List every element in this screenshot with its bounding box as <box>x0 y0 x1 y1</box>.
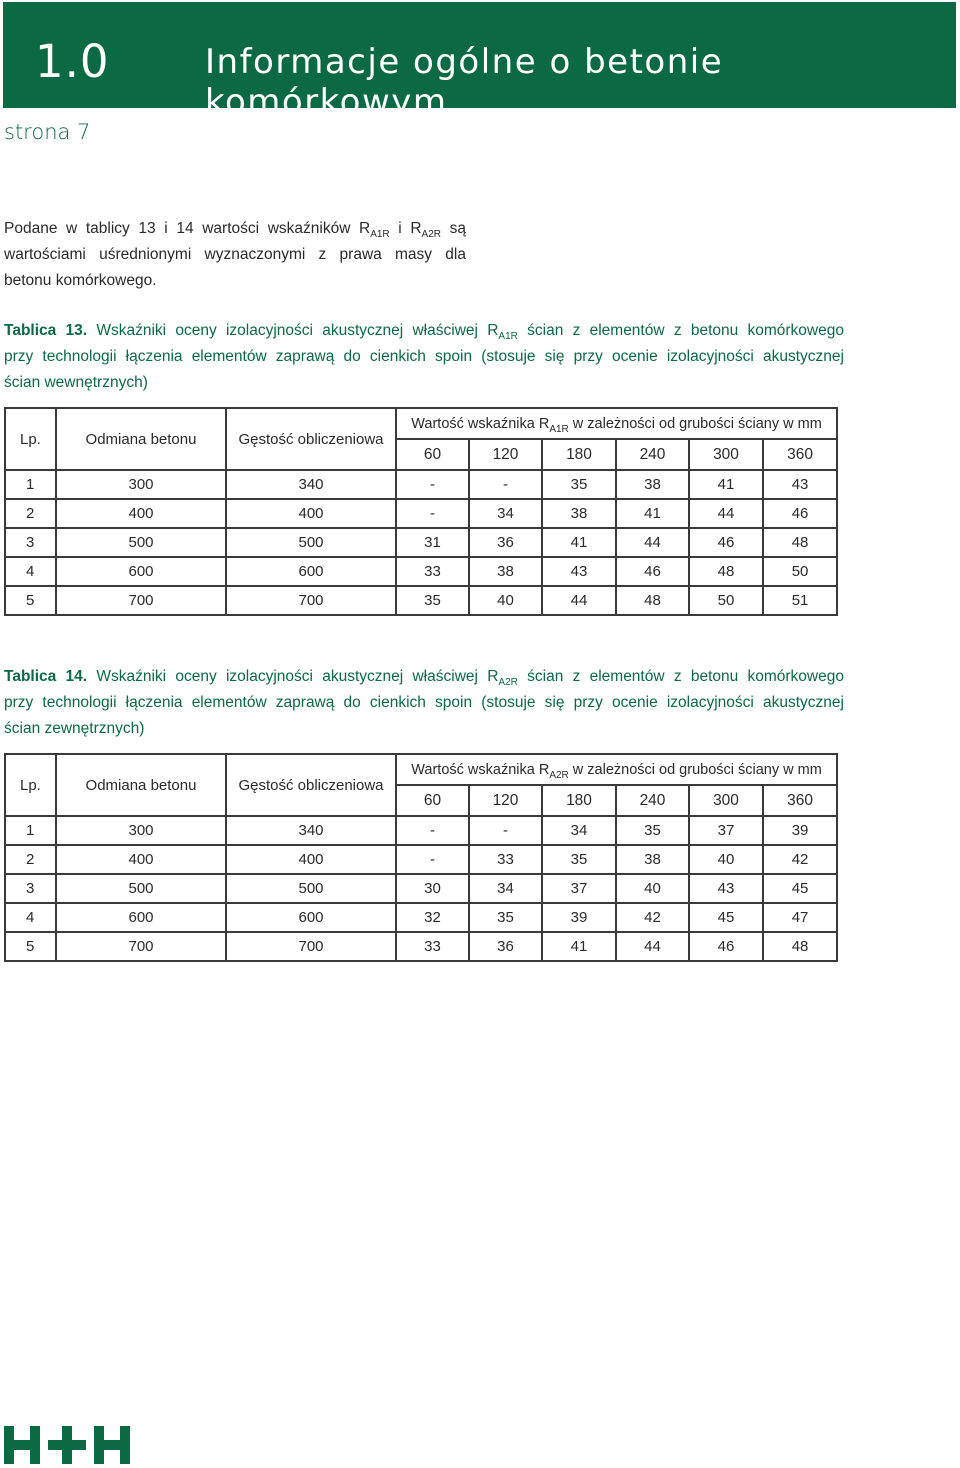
table-cell: 41 <box>542 932 616 961</box>
table-row <box>5 470 837 499</box>
table-cell: 38 <box>469 557 542 586</box>
table-13 <box>4 407 838 616</box>
table-cell: 340 <box>226 470 396 499</box>
caption-text: Wskaźniki oceny izolacyjności akustycznej właściwej R <box>87 322 499 339</box>
caption-text: ścian z elementów z betonu komórkowego <box>517 668 844 685</box>
table-cell: - <box>396 816 469 845</box>
table-cell: 36 <box>469 528 542 557</box>
table-cell: 600 <box>226 557 396 586</box>
table-row <box>5 932 837 961</box>
table-cell: 700 <box>56 932 226 961</box>
table-cell: 48 <box>763 932 837 961</box>
table-row <box>5 528 837 557</box>
table-cell: 400 <box>56 499 226 528</box>
page-label: strona 7 <box>4 120 91 144</box>
group-text: w zależności od grubości ściany w mm <box>568 415 822 432</box>
table-cell: 4 <box>5 903 56 932</box>
table-cell: 41 <box>616 499 689 528</box>
table-cell: 2 <box>5 499 56 528</box>
table-row <box>5 586 837 615</box>
header-lp: Lp. <box>5 754 56 816</box>
subscript: A2R <box>498 677 518 688</box>
header-thickness-group <box>396 408 837 439</box>
table-cell: 600 <box>226 903 396 932</box>
table-cell: 30 <box>396 874 469 903</box>
header-density: Gęstość obliczeniowa <box>226 408 396 470</box>
chapter-number: 1.0 <box>35 35 110 88</box>
subscript: A1R <box>498 331 518 342</box>
thickness-header: 60 <box>396 785 469 816</box>
table-cell: 48 <box>689 557 763 586</box>
table-cell: 1 <box>5 816 56 845</box>
table-row <box>5 903 837 932</box>
thickness-header: 120 <box>469 439 542 470</box>
thickness-header: 300 <box>689 439 763 470</box>
table-cell: 50 <box>763 557 837 586</box>
header-variant: Odmiana betonu <box>56 408 226 470</box>
table-cell: 600 <box>56 903 226 932</box>
table-cell: 45 <box>689 903 763 932</box>
table-cell: 500 <box>56 528 226 557</box>
table-cell: 33 <box>396 557 469 586</box>
table-cell: 700 <box>56 586 226 615</box>
table-cell: 500 <box>56 874 226 903</box>
table-cell: 340 <box>226 816 396 845</box>
table-cell: - <box>396 470 469 499</box>
caption-line-3: ścian zewnętrznych) <box>4 720 145 737</box>
group-text: Wartość wskaźnika R <box>411 415 550 432</box>
table-cell: 500 <box>226 874 396 903</box>
table-cell: 39 <box>763 816 837 845</box>
subscript: A2R <box>421 229 441 240</box>
header-thickness-group <box>396 754 837 785</box>
thickness-header: 360 <box>763 439 837 470</box>
table-cell: 2 <box>5 845 56 874</box>
table-label: Tablica 14. <box>4 668 88 685</box>
table-cell: 32 <box>396 903 469 932</box>
table-cell: 35 <box>542 470 616 499</box>
intro-line-3: betonu komórkowego. <box>4 272 157 289</box>
table-row <box>5 874 837 903</box>
table-cell: 3 <box>5 874 56 903</box>
table-cell: 400 <box>226 499 396 528</box>
table-row <box>5 845 837 874</box>
table-cell: 48 <box>763 528 837 557</box>
table-cell: 1 <box>5 470 56 499</box>
table-cell: 38 <box>616 845 689 874</box>
subscript: A1R <box>549 423 569 435</box>
table-row <box>5 557 837 586</box>
header-variant: Odmiana betonu <box>56 754 226 816</box>
table-row <box>5 816 837 845</box>
table-cell: 50 <box>689 586 763 615</box>
table-cell: 43 <box>542 557 616 586</box>
table-cell: 39 <box>542 903 616 932</box>
table-cell: 400 <box>226 845 396 874</box>
caption-line-2: przy technologii łączenia elementów zaprawą do cienkich spoin (stosuje się przy ocenie izolacyjności akustycznej <box>4 694 844 711</box>
table-cell: 300 <box>56 470 226 499</box>
table-cell: - <box>396 845 469 874</box>
table-cell: 500 <box>226 528 396 557</box>
table-cell: 42 <box>763 845 837 874</box>
table-cell: 3 <box>5 528 56 557</box>
table-cell: 47 <box>763 903 837 932</box>
table-cell: 700 <box>226 586 396 615</box>
subscript: A1R <box>370 229 390 240</box>
table-cell: 46 <box>689 528 763 557</box>
thickness-header: 60 <box>396 439 469 470</box>
caption-text: ścian z elementów z betonu komórkowego <box>517 322 844 339</box>
table-cell: 300 <box>56 816 226 845</box>
table-cell: 35 <box>469 903 542 932</box>
intro-line-1 <box>4 216 466 242</box>
table-cell: 34 <box>469 874 542 903</box>
table-cell: 44 <box>542 586 616 615</box>
table-cell: 35 <box>542 845 616 874</box>
caption-text: Wskaźniki oceny izolacyjności akustycznej właściwej R <box>87 668 499 685</box>
header-lp: Lp. <box>5 408 56 470</box>
table-14 <box>4 753 838 962</box>
caption-line-1 <box>4 664 844 690</box>
table-cell: 36 <box>469 932 542 961</box>
chapter-header <box>3 2 956 122</box>
thickness-header: 240 <box>616 785 689 816</box>
table-13-caption <box>4 318 844 396</box>
group-text: w zależności od grubości ściany w mm <box>568 761 822 778</box>
intro-text: Podane w tablicy 13 i 14 wartości wskaźników R <box>4 220 371 237</box>
table-cell: - <box>469 470 542 499</box>
thickness-header: 180 <box>542 785 616 816</box>
table-cell: 41 <box>542 528 616 557</box>
table-cell: 40 <box>689 845 763 874</box>
table-row <box>5 499 837 528</box>
table-body <box>5 816 837 961</box>
chapter-title: Informacje ogólne o betonie komórkowym <box>205 42 724 122</box>
table-cell: 5 <box>5 932 56 961</box>
table-cell: - <box>396 499 469 528</box>
table-cell: 33 <box>469 845 542 874</box>
table-cell: 40 <box>469 586 542 615</box>
caption-line-2: przy technologii łączenia elementów zaprawą do cienkich spoin (stosuje się przy ocenie izolacyjności akustycznej <box>4 348 844 365</box>
table-cell: 41 <box>689 470 763 499</box>
subscript: A2R <box>549 769 569 781</box>
thickness-header: 300 <box>689 785 763 816</box>
table-cell: 40 <box>616 874 689 903</box>
table-cell: 44 <box>689 499 763 528</box>
thickness-header: 180 <box>542 439 616 470</box>
table-cell: 38 <box>616 470 689 499</box>
table-cell: 38 <box>542 499 616 528</box>
table-cell: 5 <box>5 586 56 615</box>
table-cell: 33 <box>396 932 469 961</box>
hh-logo <box>4 1426 138 1464</box>
caption-line-1 <box>4 318 844 344</box>
table-cell: 37 <box>689 816 763 845</box>
table-body <box>5 470 837 615</box>
table-label: Tablica 13. <box>4 322 88 339</box>
table-cell: 600 <box>56 557 226 586</box>
table-cell: 43 <box>689 874 763 903</box>
table-cell: 34 <box>469 499 542 528</box>
table-cell: 35 <box>396 586 469 615</box>
intro-text: są <box>441 220 466 237</box>
table-cell: 37 <box>542 874 616 903</box>
table-cell: 44 <box>616 932 689 961</box>
header-density: Gęstość obliczeniowa <box>226 754 396 816</box>
table-cell: 45 <box>763 874 837 903</box>
thickness-header: 360 <box>763 785 837 816</box>
table-cell: 46 <box>616 557 689 586</box>
table-cell: 48 <box>616 586 689 615</box>
table-cell: 44 <box>616 528 689 557</box>
table-cell: 42 <box>616 903 689 932</box>
caption-line-3: ścian wewnętrznych) <box>4 374 148 391</box>
table-cell: 31 <box>396 528 469 557</box>
table-cell: 51 <box>763 586 837 615</box>
table-cell: 35 <box>616 816 689 845</box>
table-cell: 400 <box>56 845 226 874</box>
intro-line-2: wartościami uśrednionymi wyznaczonymi z prawa masy dla <box>4 246 466 263</box>
thickness-header: 240 <box>616 439 689 470</box>
intro-paragraph <box>4 216 466 294</box>
table-cell: 43 <box>763 470 837 499</box>
table-cell: 4 <box>5 557 56 586</box>
table-cell: - <box>469 816 542 845</box>
table-cell: 700 <box>226 932 396 961</box>
thickness-header: 120 <box>469 785 542 816</box>
table-14-caption <box>4 664 844 742</box>
table-cell: 46 <box>689 932 763 961</box>
intro-text: i R <box>389 220 422 237</box>
table-cell: 46 <box>763 499 837 528</box>
table-cell: 34 <box>542 816 616 845</box>
group-text: Wartość wskaźnika R <box>411 761 550 778</box>
